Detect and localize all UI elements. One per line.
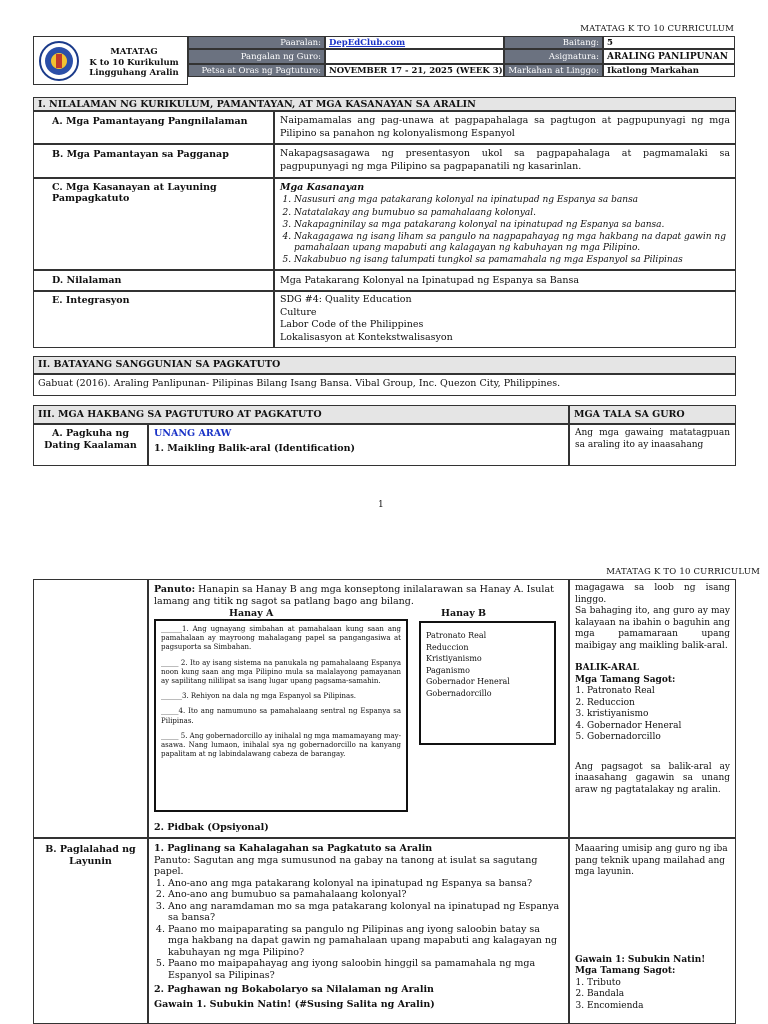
b-questions (154, 878, 563, 982)
row-c-label-cell (33, 178, 274, 270)
hanay-b-item: Paganismo (426, 665, 470, 675)
baitang-value: 5 (603, 36, 735, 49)
petsa-label: Petsa at Oras ng Pagtuturo: (188, 64, 325, 77)
guro-label: Pangalan ng Guro: (188, 49, 325, 64)
logo-title-line: Lingguhang Aralin (89, 68, 179, 78)
panuto-label: Panuto: (154, 584, 196, 595)
answer-item: 3. kristiyanismo (587, 709, 730, 721)
question-item: 4. Paano mo maipaparating sa pangulo ng Pilipinas ang iyong saloobin batay sa mga hakbang na dapat gawin ng pamahalaan upang mapabuti ang kalagayan ng kabuhayan ng mga Pilipino? (168, 924, 563, 959)
row-d-label-cell (33, 270, 274, 291)
maikling-balik-aral: 1. Maikling Balik-aral (Identification) (154, 443, 356, 454)
panuto-text (154, 584, 562, 607)
row-a-text: Naipamamalas ang pag-unawa at pagpapahalaga sa pagtugon at pagpupunyagi ng mga Pilipino sa panahon ng kolonyalismong Espanyol (274, 111, 736, 144)
hanay-b-item: Reduccion (426, 642, 469, 652)
pidbak-heading: 2. Pidbak (Opsiyonal) (154, 822, 269, 833)
b-gawain: Gawain 1. Subukin Natin! (#Susing Salita ng Aralin) (154, 998, 435, 1010)
hanay-a-item: _____ 2. Ito ay isang sistema na panukala ng pamahalaang Espanya noon kung saan ang mga Pilipino mula sa malalayong pamayanan ay sapilitang nililipat sa isang lugar upang pagsama-samahin. (161, 658, 401, 686)
answer-item: 1. Patronato Real (587, 686, 730, 698)
hanay-b-item: Kristiyanismo (426, 654, 482, 663)
row-c-label: C. Mga Kasanayan at Layuning Pampagkatuto (52, 182, 217, 204)
a-content-cell (148, 424, 569, 466)
row-d-label: D. Nilalaman (52, 275, 122, 286)
answers-list (575, 686, 730, 744)
row-e-label-cell (33, 291, 274, 348)
answer-item: 2. Bandala (587, 989, 730, 1001)
p2-notes-cell (569, 579, 736, 838)
hanay-a-box (154, 619, 408, 812)
answer-item: 4. Gobernador Heneral (587, 721, 730, 733)
b-heading2: 2. Paghawan ng Bokabolaryo sa Nilalaman ng Aralin (154, 984, 434, 995)
deped-seal-icon (39, 41, 79, 81)
hanay-a-item: _____4. Ito ang namumuno sa pamahalaang sentral ng Espanya sa Pilipinas. (161, 707, 401, 725)
kasanayan-list (280, 194, 730, 266)
list-item: 4. Nakagagawa ng isang liham sa pangulo na nagpapahayag ng mga hakbang na dapat gawin ng pamahalaan upang mapabuti ang kalagayan ng kabuhayan ng mga Pilipino. (294, 232, 730, 254)
answer-item: 2. Reduccion (587, 698, 730, 710)
section1-title: I. NILALAMAN NG KURIKULUM, PAMANTAYAN, AT MGA KASANAYAN SA ARALIN (33, 97, 736, 111)
question-item: 3. Ano ang naramdaman mo sa mga patakarang kolonyal na ipinatupad ng Espanya sa bansa? (168, 901, 563, 924)
answer-item: 3. Encomienda (587, 1001, 730, 1013)
page-number: 1 (378, 500, 384, 510)
list-item: 3. Nakapagninilay sa mga patakarang kolonyal na ipinatupad ng Espanya sa bansa. (294, 219, 730, 232)
section2-text: Gabuat (2016). Araling Panlipunan- Pilipinas Bilang Isang Bansa. Vibal Group, Inc. Quezon City, Philippines. (33, 374, 736, 396)
row-e-content (274, 291, 736, 348)
row-e-label: E. Integrasyon (52, 295, 130, 306)
curriculum-label-page2: MATATAG K TO 10 CURRICULUM (606, 567, 760, 577)
asignatura-label: Asignatura: (504, 49, 603, 64)
logo-title-line: K to 10 Kurikulum (89, 57, 179, 68)
b-panuto: Panuto: Sagutan ang mga sumusunod na gabay na tanong at isulat sa sagutang papel. (154, 854, 538, 877)
row-b-label: B. Mga Pamantayan sa Pagganap (52, 149, 229, 160)
list-item: 5. Nakabubuo ng isang talumpati tungkol sa pamamahala ng mga Espanyol sa Pilipinas (294, 254, 730, 267)
hanay-b-box (419, 621, 556, 745)
row-c-content (274, 178, 736, 270)
question-item: 2. Ano-ano ang bumubuo sa pamahalaang kolonyal? (168, 889, 563, 901)
unang-araw: UNANG ARAW (154, 428, 232, 439)
markahan-label: Markahan at Linggo: (504, 64, 603, 77)
row-a-label-cell (33, 111, 274, 144)
paaralan-value[interactable] (325, 36, 504, 49)
header-logo-cell (33, 36, 188, 85)
b-notes: Maaaring umisip ang guro ng iba pang teknik upang mailahad ang mga layunin. (575, 844, 728, 877)
notes-title: MGA TALA SA GURO (569, 405, 736, 424)
list-item: 2. Natatalakay ang bumubuo sa pamahalaang kolonyal. (294, 207, 730, 220)
balik-aral-heading: BALIK-ARAL (575, 663, 639, 673)
hanay-b-item: Gobernadorcillo (426, 688, 492, 698)
answer-item: 1. Tributo (587, 978, 730, 990)
panuto-body: Hanapin sa Hanay B ang mga konseptong inilalarawan sa Hanay A. Isulat lamang ang titik ng sagot sa patlang bago ang bilang. (154, 584, 554, 607)
list-item: 1. Nasusuri ang mga patakarang kolonyal na ipinatupad ng Espanya sa bansa (294, 194, 730, 207)
row-b-text: Nakapagsasagawa ng presentasyon ukol sa pagpapahalaga at pagmamalaki sa pagpupunyagi ng mga Pilipino sa pagpapanatili ng kasarinlan. (274, 144, 736, 178)
integrasyon-line: Culture (280, 306, 317, 318)
markahan-value: Ikatlong Markahan (603, 64, 735, 77)
hanay-a-item: _____ 5. Ang gobernadorcillo ay inihalal ng mga mamamayang may-asawa. Nang lumaon, inihalal sya ng gobernadorcillo na kanyang papalitam at ng labindalawang cabeza de barangay. (161, 731, 401, 759)
section3-title: III. MGA HAKBANG SA PAGTUTURO AT PAGKATUTO (33, 405, 569, 424)
gawain-sagot: Mga Tamang Sagot: (575, 966, 676, 976)
row-a-label: A. Mga Pamantayang Pangnilalaman (52, 116, 248, 127)
curriculum-label: MATATAG K TO 10 CURRICULUM (580, 24, 734, 34)
hanay-b-title: Hanay B (441, 608, 487, 619)
gawain-title: Gawain 1: Subukin Natin! (575, 954, 706, 965)
notes-bottom: Ang pagsagot sa balik-aral ay inaasahang gagawin sa unang araw ng pagtatalakay ng aralin. (575, 761, 730, 795)
hanay-a-title: Hanay A (229, 608, 274, 619)
asignatura-value: ARALING PANLIPUNAN (603, 49, 735, 64)
integrasyon-line: Lokalisasyon at Kontekstwalisasyon (280, 331, 453, 343)
row-d-text: Mga Patakarang Kolonyal na Ipinatupad ng Espanya sa Bansa (274, 270, 736, 291)
integrasyon-line: Labor Code of the Philippines (280, 319, 424, 330)
kasanayan-heading: Mga Kasanayan (280, 182, 365, 193)
guro-value (325, 49, 504, 64)
section2-title: II. BATAYANG SANGGUNIAN SA PAGKATUTO (33, 356, 736, 374)
question-item: 5. Paano mo maipapahayag ang iyong saloobin hinggil sa pamamahala ng mga Espanyol sa Pilipinas? (168, 958, 563, 981)
row-b-label-cell (33, 144, 274, 178)
answer-item: 5. Gobernadorcillo (587, 732, 730, 744)
paaralan-label: Paaralan: (188, 36, 325, 49)
integrasyon-line: SDG #4: Quality Education (280, 294, 412, 305)
hanay-a-item: ______3. Rehiyon na dala ng mga Espanyol sa Pilipinas. (161, 692, 357, 701)
b-content-cell (148, 838, 569, 1024)
a-label-cell: A. Pagkuha ng Dating Kaalaman (33, 424, 148, 466)
question-item: 1. Ano-ano ang mga patakarang kolonyal na ipinatupad ng Espanya sa bansa? (168, 878, 563, 890)
hanay-a-item: ______1. Ang ugnayang simbahan at pamahalaan kung saan ang pamahalaan ay mayroong mahalagang papel sa pangangasiwa at pagsuporta sa Simbahan. (161, 625, 401, 652)
tamang-sagot-heading: Mga Tamang Sagot: (575, 674, 676, 685)
p2-activity-cell (148, 579, 569, 838)
gawain-answers (575, 978, 730, 1013)
b-heading: 1. Paglinang sa Kahalagahan sa Pagkatuto sa Aralin (154, 843, 433, 854)
b-label-cell: B. Paglalahad ng Layunin (33, 838, 148, 1024)
logo-title-line: MATATAG (110, 47, 158, 57)
p2-left-empty-cell (33, 579, 148, 838)
petsa-value: NOVEMBER 17 - 21, 2025 (WEEK 3) (325, 64, 504, 77)
hanay-b-item: Gobernador Heneral (426, 677, 510, 686)
baitang-label: Baitang: (504, 36, 603, 49)
hanay-b-item: Patronato Real (426, 631, 487, 640)
notes1-cell: Ang mga gawaing matatagpuan sa araling ito ay inaasahang (569, 424, 736, 466)
b-notes-cell (569, 838, 736, 1024)
notes-top: magagawa sa loob ng isang linggo. Sa bahaging ito, ang guro ay may kalayaan na ibahin o baguhin ang mga pamamaraan upang maibigay ang maikling balik-aral. (575, 583, 730, 651)
paaralan-link[interactable]: DepEdClub.com (329, 38, 406, 48)
